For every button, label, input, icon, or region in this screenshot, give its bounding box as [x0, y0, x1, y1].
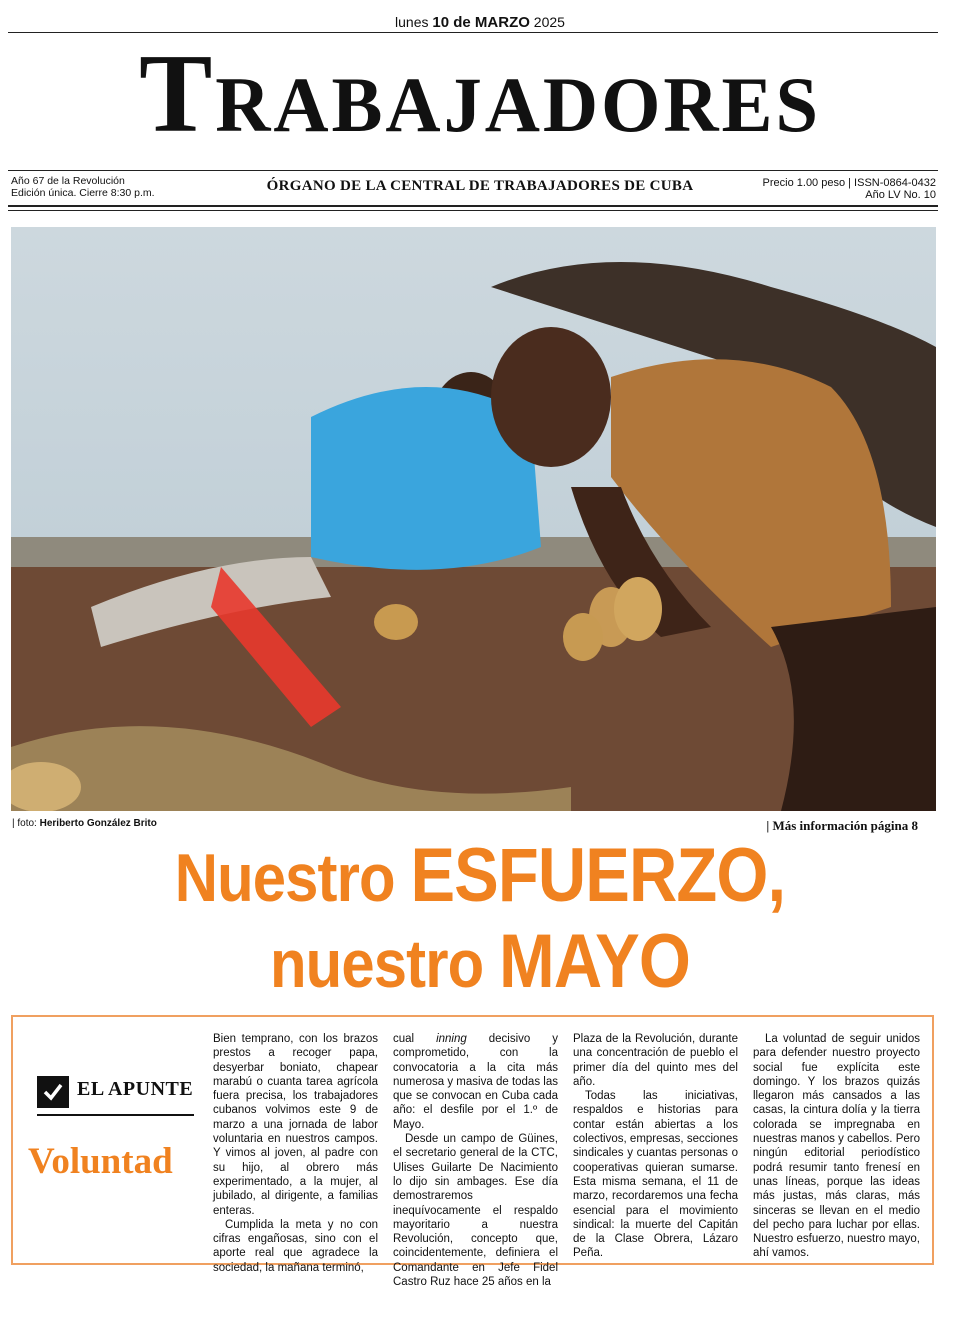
issue-date: [0, 14, 960, 31]
text-emphasis: inning: [436, 1033, 467, 1045]
text-run: cual: [393, 1033, 437, 1045]
header-double-rule: [8, 205, 938, 211]
paragraph: La voluntad de seguir unidos para defender nuestro proyecto social fue explícita este domingo. Y los brazos quizás llegaron más cansados a las casas, la cintura dolía y la tierra colorada se impregnaba en nuestras manos y cabellos. Pero ningún editorial periodístico podrá resumir tanto frenesí en unas líneas, porque las ideas más justas, más claras, más sinceras se llevan en el medio del pecho para luchar por ellas. Nuestro esfuerzo, nuestro mayo, ahí vamos.: [753, 1033, 920, 1260]
organ-subtitle: ÓRGANO DE LA CENTRAL DE TRABAJADORES DE CUBA: [266, 178, 694, 194]
photo-credit: [12, 818, 157, 829]
paragraph: Todas las iniciativas, respaldos e historias para contar están abiertas a los colectivos, empresas, secciones sindicales y cuantas personas o cooperativas quieran sumarse. Esta misma semana, el 11 de marzo, recordaremos una fecha esencial para el movimiento sindical: la muerte del Capitán de la Clase Obrera, Lázaro Peña.: [573, 1090, 738, 1260]
masthead-text: Trabajadores: [139, 32, 821, 156]
article-column-4: [753, 1032, 920, 1261]
photo-credit-name: Heriberto González Brito: [39, 818, 157, 829]
price-issn: Precio 1.00 peso | ISSN-0864-0432: [762, 177, 936, 189]
paragraph: [393, 1032, 558, 1132]
date-day-month: 10 de MARZO: [432, 14, 530, 31]
column-title: Voluntad: [28, 1141, 173, 1182]
potato-man: [374, 604, 418, 640]
date-year: 2025: [533, 14, 565, 30]
edition-year: Año 67 de la Revolución: [11, 175, 125, 187]
paragraph: Bien temprano, con los brazos prestos a recoger papa, desyerbar boniato, chapear marabú o cuanta tarea agrícola fuera precisa, los trabajadores cubanos volvimos este 9 de marzo a una jornada de labor voluntaria en nuestros campos. Y vimos al joven, al padre con su hijo, al obrero más experimentado, a la mujer, al jubilado, al dirigente, a familias enteras.: [213, 1033, 378, 1217]
text-run: decisivo y comprometido, con la convocatoria a la cita más numerosa y masiva de todas las que se convocan en Cuba cada año: el desfile por el 1.º de Mayo.: [393, 1033, 558, 1131]
price-info: [763, 177, 936, 201]
headline-part-1a: Nuestro: [174, 840, 411, 916]
masthead-title: [10, 30, 951, 158]
date-weekday: lunes: [395, 14, 429, 30]
checkmark-icon: [37, 1076, 69, 1108]
paragraph: Desde un campo de Güines, el secretario general de la CTC, Ulises Guilarte De Nacimiento lo dijo sin ambages. Ese día demostraremos inequívocamente el respaldo mayoritario a nuestra Revolución, concepto que, coincidentemente, definiera el Comandante en Jefe Fidel Castro Ruz hace 25 años en la: [393, 1133, 558, 1289]
volume-number: Año LV No. 10: [865, 189, 936, 201]
potato-3: [563, 613, 603, 661]
headline-part-2a: nuestro: [269, 926, 500, 1002]
article-column-3: [573, 1032, 738, 1261]
potato-2: [614, 577, 662, 641]
photo-credit-prefix: | foto:: [12, 818, 37, 829]
column-label-rule: [37, 1114, 194, 1116]
woman-head: [491, 327, 611, 467]
paragraph: Cumplida la meta y no con cifras engañosas, sino con el aporte real que agradece la sociedad, la mañana terminó,: [213, 1218, 378, 1274]
woman-leg: [771, 607, 936, 811]
paragraph: Plaza de la Revolución, durante una concentración de pueblo el primer día del quinto mes del año.: [573, 1033, 738, 1088]
article-column-2: [393, 1032, 558, 1289]
headline-line-1: [58, 833, 903, 918]
headline-line-2: [58, 919, 903, 1004]
cover-photo-illustration: [11, 227, 936, 811]
headline-part-2b: MAYO: [499, 919, 691, 1004]
cover-photo: [11, 227, 936, 811]
more-info-link[interactable]: | Más información página 8: [766, 818, 918, 833]
article-column-1: [213, 1032, 378, 1275]
masthead-rule: [8, 170, 938, 171]
column-label: EL APUNTE: [77, 1078, 194, 1100]
edition-closing: Edición única. Cierre 8:30 p.m.: [11, 187, 155, 199]
headline-part-1b: ESFUERZO,: [410, 833, 786, 918]
